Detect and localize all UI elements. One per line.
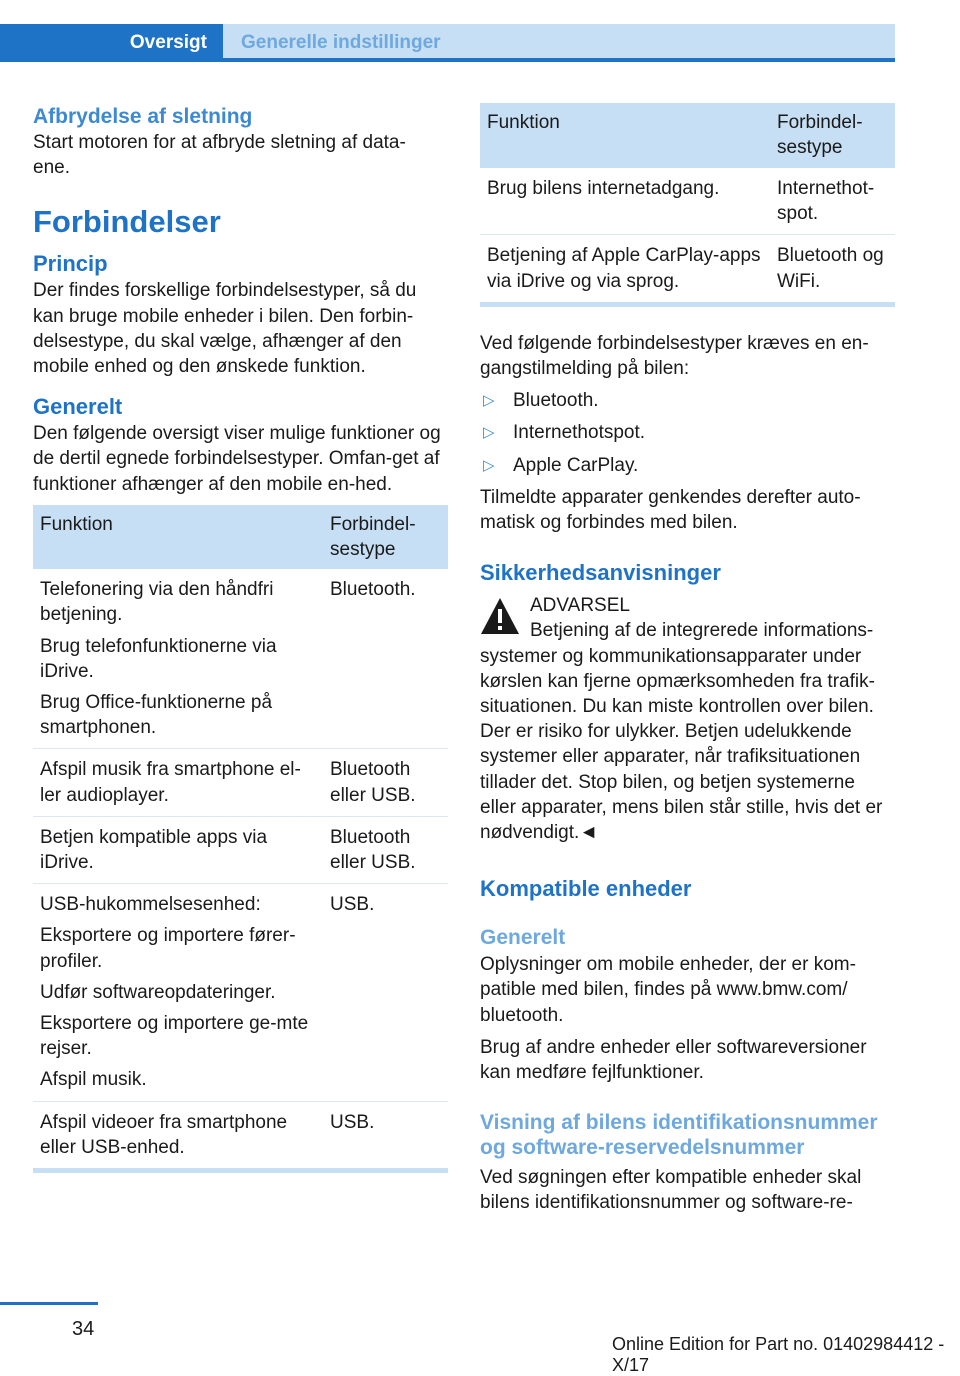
header-bar — [0, 24, 895, 62]
list-item-label: Bluetooth. — [513, 390, 599, 412]
list-item-label: Apple CarPlay. — [513, 454, 639, 476]
triangle-bullet-icon: ▷ — [483, 392, 495, 410]
table-cell-function — [33, 749, 323, 816]
cell-line: Eksportere og importere ge-mte rejser. — [40, 1013, 309, 1060]
table-row — [33, 816, 448, 883]
table-header-row — [480, 103, 895, 168]
other-devices-text: Brug af andre enheder eller softwareversioner kan medføre fejlfunktioner. — [480, 1036, 867, 1084]
compatible-heading: Kompatible enheder — [480, 876, 692, 902]
table-row — [480, 235, 895, 302]
right-column — [480, 103, 895, 1216]
table-header-function: Funktion — [33, 505, 323, 569]
list-item — [480, 453, 895, 478]
list-item — [480, 420, 895, 445]
triangle-bullet-icon: ▷ — [483, 424, 495, 442]
compatible-info-text: Oplysninger om mobile enheder, der er kom-patible med bilen, findes på www.bmw.com/ bluetooth. — [480, 954, 856, 1026]
warning-text: systemer og kommunikationsapparater under kørslen kan fjerne opmærksomheden fra trafik-situationen. Du kan miste kontrollen over bilen. Der er risiko for ulykker. Betjen udelukkende systemer eller apparater, når trafiksituationen tillader det. Stop bilen, og betjen systemerne eller apparater, mens bilen står stille, hvis det er nødvendigt.◄ — [480, 645, 883, 844]
function-table — [33, 505, 448, 1168]
table-row — [480, 168, 895, 235]
cell-line: Eksportere og importere fører-profiler. — [40, 925, 296, 972]
cell-line: Afspil musik fra smartphone el-ler audioplayer. — [40, 759, 301, 806]
table-header-function: Funktion — [480, 103, 770, 168]
table-header-connection-type: Forbindel-sestype — [770, 103, 895, 168]
list-item-label: Internethotspot. — [513, 422, 646, 444]
table-header-connection-type: Forbindel-sestype — [323, 505, 448, 569]
header-underline — [0, 58, 895, 62]
table-row — [33, 1101, 448, 1168]
function-table-continued — [480, 103, 895, 302]
list-item — [480, 388, 895, 413]
table-cell-function: Betjening af Apple CarPlay-apps via iDrive og via sprog. — [487, 245, 761, 292]
table-cell-function — [33, 1101, 323, 1168]
table-cell-function — [33, 884, 323, 1101]
table-header-row — [33, 505, 448, 569]
recognized-text: Tilmeldte apparater genkendes derefter auto-matisk og forbindes med bilen. — [480, 486, 861, 534]
table-bottom-rule — [33, 1168, 448, 1173]
abort-heading: Afbrydelse af sletning — [33, 105, 253, 128]
registration-text: Ved følgende forbindelsestyper kræves en en-gangstilmelding på bilen: — [480, 332, 869, 380]
vin-heading: Visning af bilens identifikationsnummer og software-reservedelsnummer — [480, 1111, 878, 1160]
warning-label: ADVARSEL — [530, 595, 630, 617]
table-cell-function — [33, 816, 323, 883]
cell-line: Brug telefonfunktionerne via iDrive. — [40, 635, 277, 682]
principle-text: Der findes forskellige forbindelsestyper, så du kan bruge mobile enheder i bilen. Den forbin-delsestype, du skal vælge, afhænger af den mobile enhed og den ønskede funktion. — [33, 280, 417, 378]
cell-line: Telefonering via den håndfri betjening. — [40, 579, 274, 626]
compatible-general-heading: Generelt — [480, 926, 566, 950]
cell-line: Afspil musik. — [40, 1069, 147, 1091]
left-column — [33, 100, 448, 1173]
principle-heading: Princip — [33, 251, 108, 277]
table-cell-function: Brug bilens internetadgang. — [480, 168, 770, 235]
table-row — [33, 884, 448, 1101]
search-text: Ved søgningen efter kompatible enheder skal bilens identifikationsnummer og software-re- — [480, 1167, 862, 1214]
cell-line: Brug Office-funktionerne på smartphonen. — [40, 692, 273, 739]
abort-text: Start motoren for at afbryde sletning af data-ene. — [33, 132, 406, 179]
safety-heading: Sikkerhedsanvisninger — [480, 560, 721, 586]
general-text: Den følgende oversigt viser mulige funktioner og de dertil egnede forbindelsestyper. Omfan-get af funktioner afhænger af den mobile en-hed. — [33, 423, 441, 495]
page-number: 34 — [72, 1318, 95, 1340]
warning-first-line: Betjening af de integrerede informations- — [530, 620, 874, 642]
cell-line: Afspil videoer fra smartphone eller USB-enhed. — [40, 1111, 288, 1158]
cell-line: Udfør softwareopdateringer. — [40, 981, 276, 1003]
table-cell-type: Bluetooth eller USB. — [323, 816, 448, 883]
table-cell-type: Bluetooth og WiFi. — [777, 245, 884, 292]
cell-line: Betjen kompatible apps via iDrive. — [40, 826, 268, 874]
table-cell-type: USB. — [330, 1111, 375, 1133]
edition-note: Online Edition for Part no. 01402984412 - X/17 — [612, 1334, 945, 1375]
table-bottom-rule — [480, 302, 895, 307]
tab-oversigt[interactable]: Oversigt — [0, 24, 223, 62]
triangle-bullet-icon: ▷ — [483, 456, 495, 474]
tab-generelle-indstillinger[interactable]: Generelle indstillinger — [241, 32, 441, 53]
connection-type-list — [480, 388, 895, 478]
table-row — [33, 749, 448, 816]
warning-triangle-icon — [480, 597, 520, 635]
warning-block — [480, 593, 895, 845]
table-cell-type: Bluetooth eller USB. — [323, 749, 448, 816]
general-heading: Generelt — [33, 394, 123, 420]
cell-line: USB-hukommelsesenhed: — [40, 894, 261, 916]
table-cell-type: USB. — [323, 884, 448, 1101]
table-cell-type: Bluetooth. — [323, 569, 448, 749]
table-cell-function — [33, 569, 323, 749]
footer-rule — [0, 1302, 98, 1305]
table-row — [33, 569, 448, 749]
connections-heading: Forbindelser — [33, 204, 221, 240]
table-cell-type: Internethot-spot. — [770, 168, 895, 235]
